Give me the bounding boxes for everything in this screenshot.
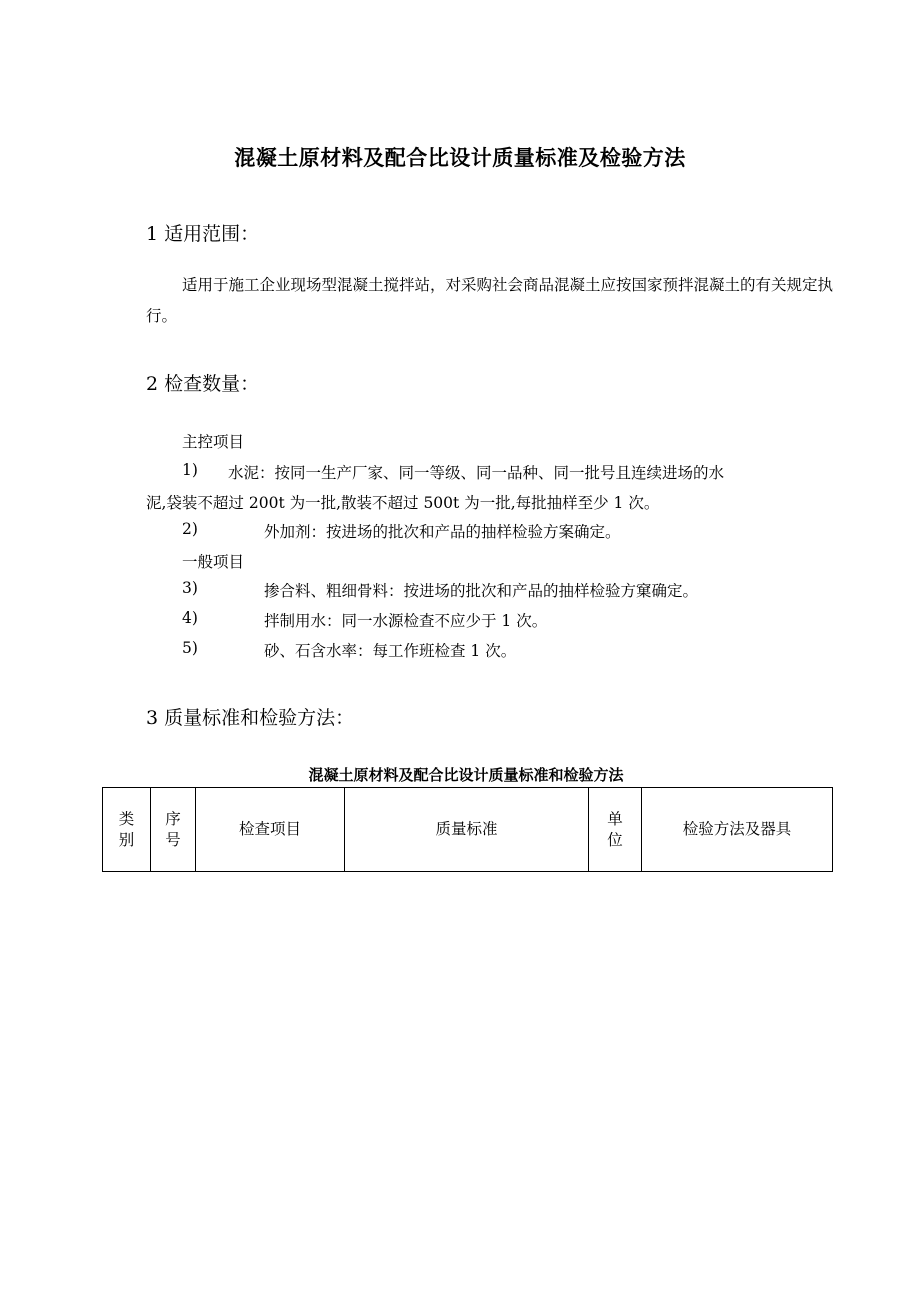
- column-header-quality-standard: 质量标准: [345, 788, 589, 872]
- item-number: 3): [182, 579, 198, 597]
- table-caption: 混凝土原材料及配合比设计质量标准和检验方法: [308, 766, 624, 784]
- section-1-paragraph: 适用于施工企业现场型混凝土搅拌站，对采购社会商品混凝土应按国家预拌混凝土的有关规定执行。: [146, 276, 834, 325]
- item-text: 掺合料、粗细骨料：按进场的批次和产品的抽样检验方窠确定。: [264, 582, 699, 600]
- section-1-heading: 1 适用范围：: [146, 223, 260, 245]
- item-text: 砂、石含水率：每工作班检查 1 次。: [264, 642, 517, 660]
- column-header-inspection-item: 检查项目: [196, 788, 345, 872]
- column-header-category: 类 别: [103, 788, 151, 872]
- item-number: 2): [182, 520, 198, 538]
- section-3-heading: 3 质量标准和检验方法：: [146, 707, 355, 729]
- general-items-label: 一般项目: [182, 553, 245, 571]
- item-text: 水泥：按同一生产厂家、同一等级、同一品种、同一批号且连续进场的水: [228, 464, 725, 482]
- section-2-heading: 2 检查数量：: [146, 373, 260, 395]
- item-number: 1): [182, 461, 198, 479]
- table-header-row: [103, 788, 833, 872]
- column-header-unit: 单 位: [589, 788, 642, 872]
- main-control-items-label: 主控项目: [182, 433, 245, 451]
- item-text: 外加剂：按进场的批次和产品的抽样检验方案确定。: [264, 523, 621, 541]
- document-title: 混凝土原材料及配合比设计质量标准及检验方法: [234, 146, 686, 170]
- item-text: 拌制用水：同一水源检查不应少于 1 次。: [264, 612, 548, 630]
- item-text-continuation: 泥,袋装不超过 200t 为一批,散装不超过 500t 为一批,每批抽样至少 1 次。: [146, 494, 660, 512]
- column-header-inspection-method: 检验方法及器具: [642, 788, 833, 872]
- column-header-serial-number: 序 号: [151, 788, 196, 872]
- item-number: 4): [182, 609, 198, 627]
- quality-standard-table: [102, 787, 833, 872]
- item-number: 5): [182, 639, 198, 657]
